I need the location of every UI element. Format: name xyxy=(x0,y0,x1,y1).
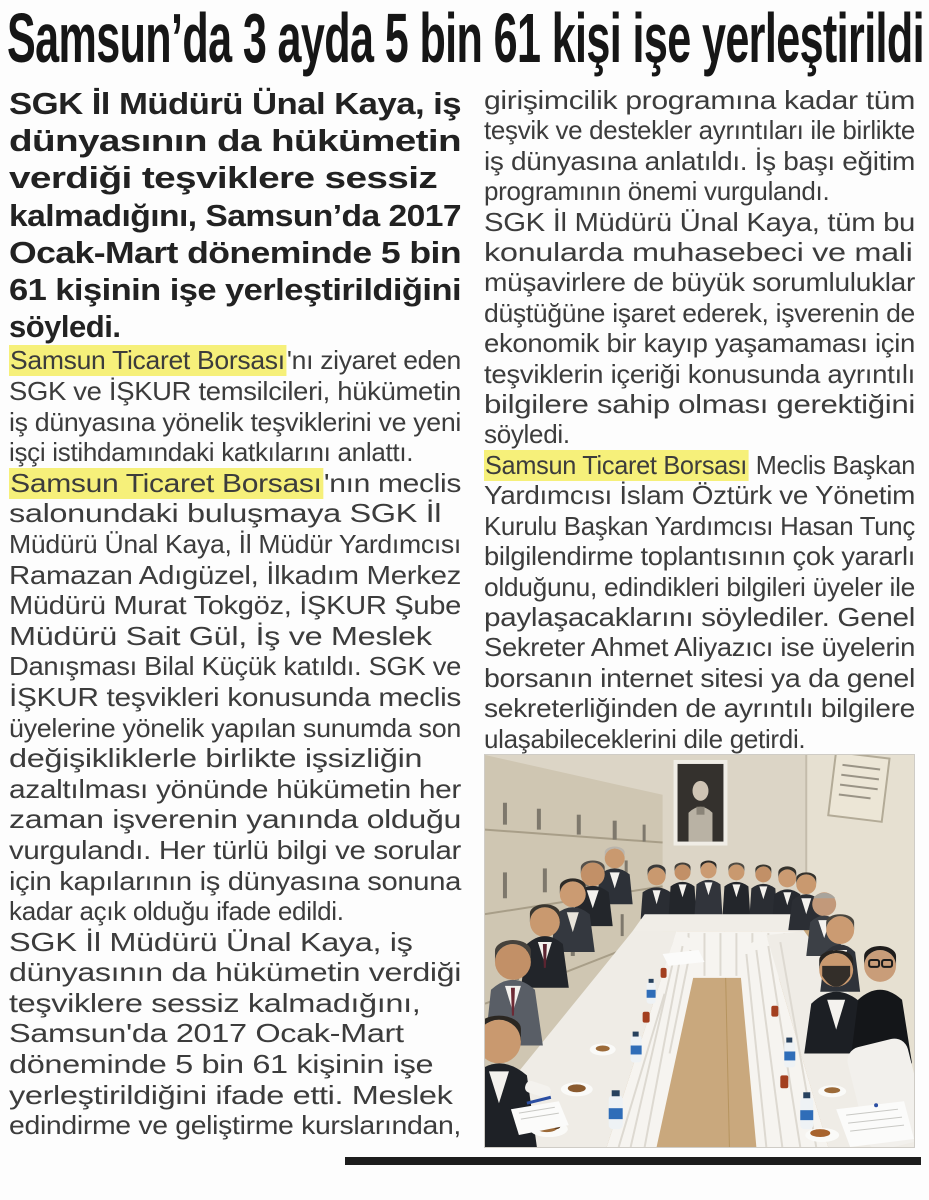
article-line: dünyasının da hükümetin verdiği xyxy=(9,957,461,988)
article-line: ekonomik bir kayıp yaşamaması için xyxy=(484,328,915,359)
highlighted-text: Samsun Ticaret Borsası xyxy=(9,468,324,499)
article-line: Kurulu Başkan Yardımcısı Hasan Tunç xyxy=(484,510,915,541)
article-line: Müdürü Ünal Kaya, İl Müdür Yardımcısı xyxy=(9,528,461,559)
article-line: verdiği teşviklere sessiz xyxy=(9,160,438,196)
article-line: azaltılması yönünde hükümetin her xyxy=(9,773,461,804)
article-line: Müdürü Murat Tokgöz, İŞKUR Şube xyxy=(9,590,461,621)
article-line: bilgilendirme toplantısının çok yararlı xyxy=(484,541,915,572)
article-line: programının önemi vurgulandı. xyxy=(484,176,830,207)
article-line: SGK İl Müdürü Ünal Kaya, iş xyxy=(9,86,461,121)
article-line: müşavirlere de büyük sorumluluklar xyxy=(484,267,915,298)
article-line: için kapılarının iş dünyasına sonuna xyxy=(9,865,461,896)
article-line: Samsun Ticaret Borsası Meclis Başkan xyxy=(484,449,915,480)
article-line: söyledi. xyxy=(484,419,570,450)
article-line: borsanın internet sitesi ya da genel xyxy=(484,662,915,693)
article-line: teşvik ve destekler ayrıntıları ile birlikte xyxy=(484,115,915,146)
meeting-photo-illustration xyxy=(485,755,914,1147)
article-line: işçi istihdamındaki katkılarını anlattı. xyxy=(9,437,414,468)
article-line: kalmadığını, Samsun’da 2017 xyxy=(9,197,461,233)
right-column xyxy=(484,85,915,754)
article-line: Ramazan Adıgüzel, İlkadım Merkez xyxy=(9,559,461,590)
article-line: söyledi. xyxy=(9,309,121,345)
bottom-rule xyxy=(345,1157,921,1165)
article-line: Samsun Ticaret Borsası'nı ziyaret eden xyxy=(10,345,461,376)
article-line: yerleştirildiğini ifade etti. Meslek xyxy=(9,1079,453,1110)
article-line: sekreterliğinden de ayrıntılı bilgilere xyxy=(484,693,915,724)
article-line: teşviklere sessiz kalmadığını, xyxy=(9,987,421,1018)
article-line: SGK İl Müdürü Ünal Kaya, iş xyxy=(9,926,413,957)
article-line: dünyasının da hükümetin xyxy=(9,123,462,159)
ataturk-portrait xyxy=(674,760,728,846)
article-line: Sekreter Ahmet Aliyazıcı ise üyelerin xyxy=(484,632,915,663)
article-line: Danışması Bilal Küçük katıldı. SGK ve xyxy=(9,651,461,682)
article-line: girişimcilik programına kadar tüm xyxy=(484,85,915,115)
article-line: Samsun'da 2017 Ocak-Mart xyxy=(9,1018,404,1049)
meeting-photo xyxy=(484,754,915,1148)
left-column xyxy=(9,85,461,1141)
article-line: iş dünyasına yönelik teşviklerini ve yeni xyxy=(9,406,461,437)
article-line: döneminde 5 bin 61 kişinin işe xyxy=(9,1049,434,1080)
article-line: vurgulandı. Her türlü bilgi ve sorular xyxy=(9,834,461,865)
article-line: olduğunu, edindikleri bilgileri üyeler ile xyxy=(484,571,915,602)
article-line: Ocak-Mart döneminde 5 bin xyxy=(9,234,462,270)
article-line: zaman işverenin yanında olduğu xyxy=(9,804,461,835)
article-line: edindirme ve geliştirme kurslarından, xyxy=(9,1110,461,1141)
right-column-body xyxy=(484,85,915,754)
article-line: İŞKUR teşvikleri konusunda meclis xyxy=(9,681,461,712)
article-line: kadar açık olduğu ifade edildi. xyxy=(9,896,344,927)
article-headline xyxy=(7,0,924,77)
article-line: değişikliklerle birlikte işsizliğin xyxy=(9,743,423,774)
article-line: bilgilere sahip olması gerektiğini xyxy=(484,389,915,420)
article-line: SGK ve İŞKUR temsilcileri, hükümetin xyxy=(9,376,461,407)
highlighted-text: Samsun Ticaret Borsası xyxy=(9,345,287,376)
article-line: paylaşacaklarını söylediler. Genel xyxy=(484,601,915,632)
article-line: Yardımcısı İslam Öztürk ve Yönetim xyxy=(484,480,915,511)
certificate-frame xyxy=(828,755,889,822)
article-line: Samsun Ticaret Borsası'nın meclis xyxy=(10,467,461,498)
lead-paragraph xyxy=(9,85,461,345)
article-line: SGK İl Müdürü Ünal Kaya, tüm bu xyxy=(484,206,915,237)
article-line: 61 kişinin işe yerleştirildiğini xyxy=(9,272,461,308)
highlighted-text: Samsun Ticaret Borsası xyxy=(484,449,748,480)
article-line: Müdürü Sait Gül, İş ve Meslek xyxy=(9,620,432,651)
left-column-body xyxy=(9,345,461,1140)
article-line: teşviklerin içeriği konusunda ayrıntılı xyxy=(484,358,915,389)
article-headline-text: Samsun’da 3 ayda 5 bin 61 kişi işe yerleştirildi xyxy=(7,0,924,77)
article-line: salonundaki buluşmaya SGK İl xyxy=(9,498,442,529)
article-line: ulaşabileceklerini dile getirdi. xyxy=(484,723,806,754)
article-line: üyelerine yönelik yapılan sunumda son xyxy=(9,712,461,743)
article-line: iş dünyasına anlatıldı. İş başı eğitim xyxy=(484,145,915,176)
article-line: konularda muhasebeci ve mali xyxy=(484,237,913,268)
article-line: düştüğüne işaret ederek, işverenin de xyxy=(484,297,915,328)
